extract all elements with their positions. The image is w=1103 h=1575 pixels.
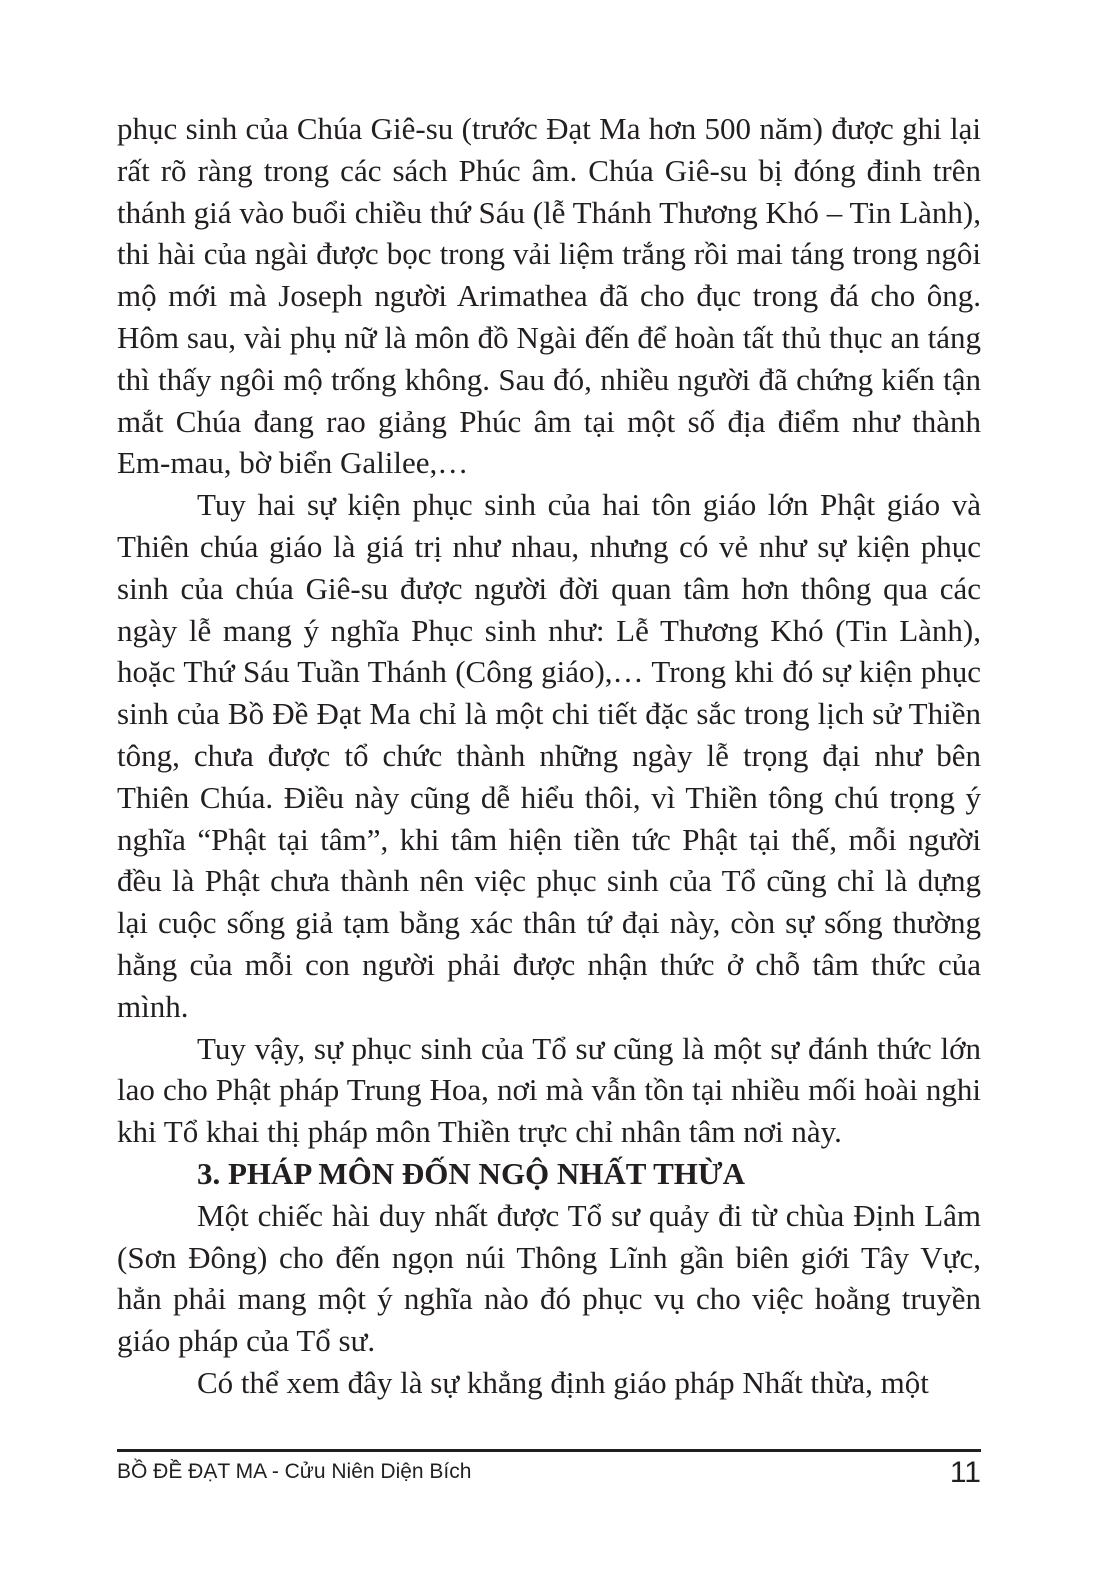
footer-book-title: BỒ ĐỀ ĐẠT MA - Cửu Niên Diện Bích — [117, 1460, 472, 1483]
page-body — [117, 108, 981, 1404]
footer-divider — [117, 1449, 981, 1452]
page-number: 11 — [949, 1456, 981, 1489]
paragraph-4: Một chiếc hài duy nhất được Tổ sư quảy đi từ chùa Định Lâm (Sơn Đông) cho đến ngọn núi Thông Lĩnh gần biên giới Tây Vực, hẳn phải mang một ý nghĩa nào đó phục vụ cho việc hoằng truyền giáo pháp của Tổ sư. — [117, 1197, 981, 1359]
paragraph-1: phục sinh của Chúa Giê-su (trước Đạt Ma hơn 500 năm) được ghi lại rất rõ ràng trong các sách Phúc âm. Chúa Giê-su bị đóng đinh trên thánh giá vào buổi chiều thứ Sáu (lễ Thánh Thương Khó – Tin Lành), thi hài của ngài được bọc trong vải liệm trắng rồi mai táng trong ngôi mộ mới mà Joseph người Arimathea đã cho đục trong đá cho ông. Hôm sau, vài phụ nữ là môn đồ Ngài đến để hoàn tất thủ thục an táng thì thấy ngôi mộ trống không. Sau đó, nhiều người đã chứng kiến tận mắt Chúa đang rao giảng Phúc âm tại một số địa điểm như thành Em-mau, bờ biển Galilee,… — [117, 111, 981, 481]
page-footer — [117, 1458, 981, 1494]
paragraph-5: Có thể xem đây là sự khẳng định giáo pháp Nhất thừa, một — [197, 1364, 929, 1400]
paragraph-2: Tuy hai sự kiện phục sinh của hai tôn giáo lớn Phật giáo và Thiên chúa giáo là giá trị như nhau, nhưng có vẻ như sự kiện phục sinh của chúa Giê-su được người đời quan tâm hơn thông qua các ngày lễ mang ý nghĩa Phục sinh như: Lễ Thương Khó (Tin Lành), hoặc Thứ Sáu Tuần Thánh (Công giáo),… Trong khi đó sự kiện phục sinh của Bồ Đề Đạt Ma chỉ là một chi tiết đặc sắc trong lịch sử Thiền tông, chưa được tổ chức thành những ngày lễ trọng đại như bên Thiên Chúa. Điều này cũng dễ hiểu thôi, vì Thiền tông chú trọng ý nghĩa “Phật tại tâm”, khi tâm hiện tiền tức Phật tại thế, mỗi người đều là Phật chưa thành nên việc phục sinh của Tổ cũng chỉ là dựng lại cuộc sống giả tạm bằng xác thân tứ đại này, còn sự sống thường hằng của mỗi con người phải được nhận thức ở chỗ tâm thức của mình. — [117, 487, 981, 1024]
section-heading: 3. PHÁP MÔN ĐỐN NGỘ NHẤT THỪA — [197, 1155, 745, 1191]
paragraph-3: Tuy vậy, sự phục sinh của Tổ sư cũng là một sự đánh thức lớn lao cho Phật pháp Trung Hoa, nơi mà vẫn tồn tại nhiều mối hoài nghi khi Tổ khai thị pháp môn Thiền trực chỉ nhân tâm nơi này. — [117, 1030, 981, 1150]
